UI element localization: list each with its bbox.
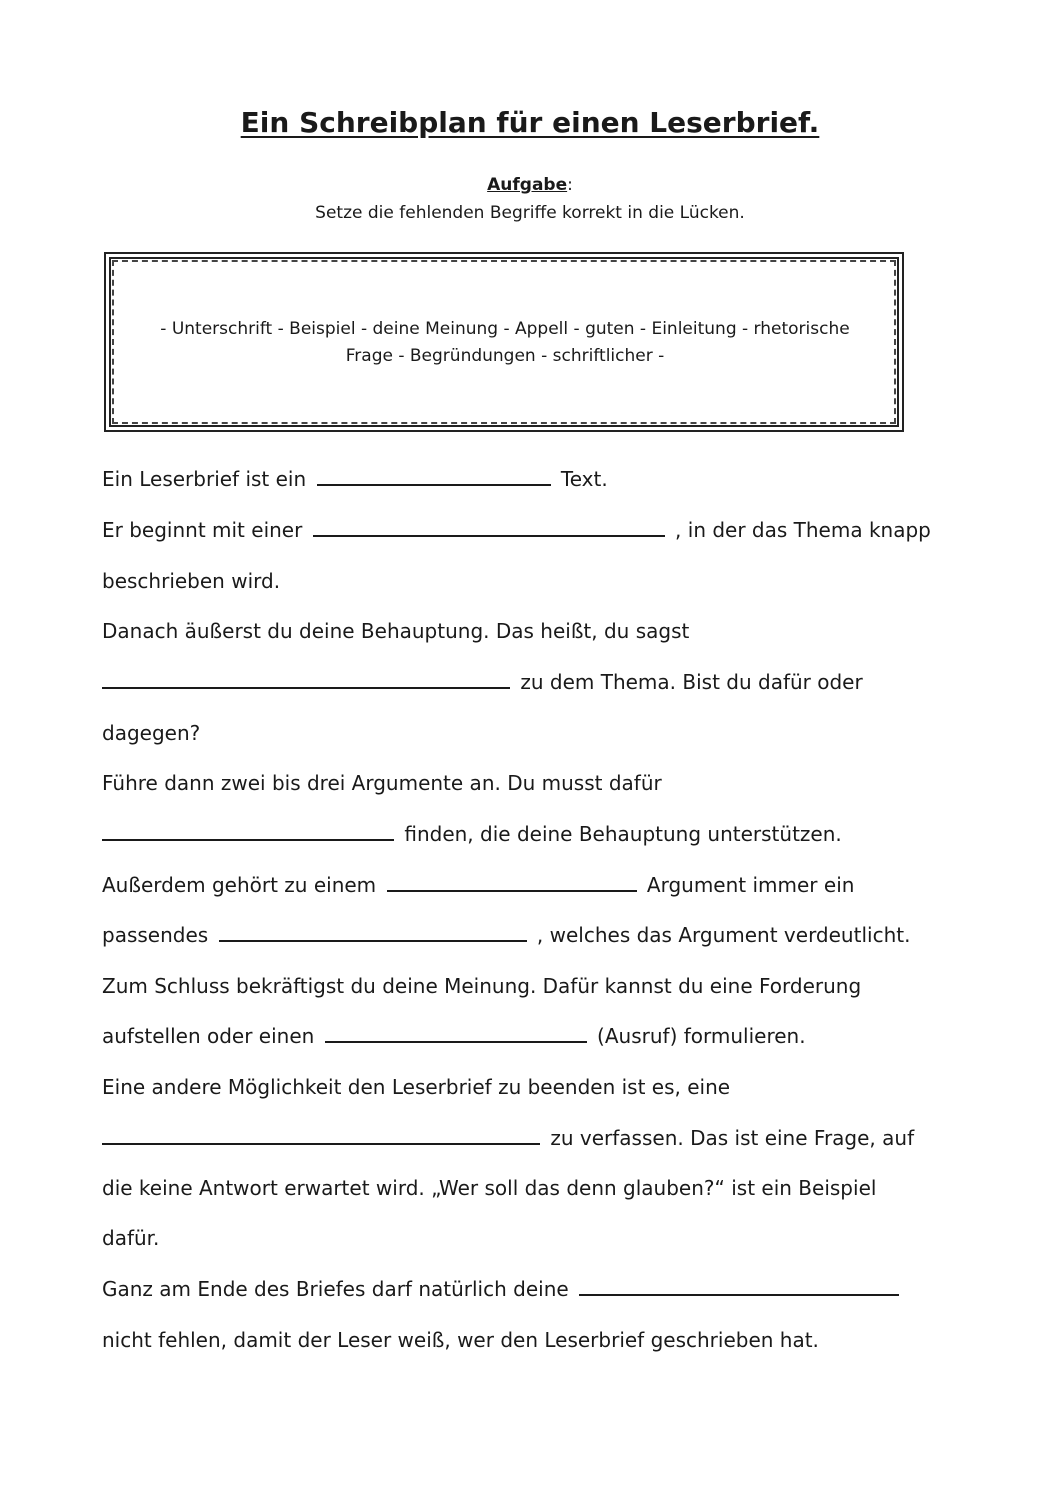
task-instruction: Setze die fehlenden Begriffe korrekt in die Lücken. <box>315 203 745 223</box>
text-line-16: dafür. <box>102 1226 160 1250</box>
text-line-2 <box>102 517 931 543</box>
word-bank <box>120 316 890 370</box>
text-segment: Er beginnt mit einer <box>102 518 303 542</box>
blank-1[interactable] <box>317 466 551 486</box>
text-line-7: Führe dann zwei bis drei Argumente an. Du musst dafür <box>102 771 662 795</box>
text-segment: aufstellen oder einen <box>102 1024 315 1048</box>
text-line-18: nicht fehlen, damit der Leser weiß, wer den Leserbrief geschrieben hat. <box>102 1328 819 1352</box>
text-line-12 <box>102 1023 806 1049</box>
text-segment: Text. <box>560 467 608 491</box>
text-line-5 <box>102 669 863 695</box>
text-segment: (Ausruf) formulieren. <box>597 1024 806 1048</box>
text-segment: Argument immer ein <box>646 873 855 897</box>
blank-8[interactable] <box>102 1125 540 1145</box>
blank-7[interactable] <box>325 1023 587 1043</box>
text-segment: Ganz am Ende des Briefes darf natürlich deine <box>102 1277 569 1301</box>
text-line-3: beschrieben wird. <box>102 569 281 593</box>
text-segment: Außerdem gehört zu einem <box>102 873 377 897</box>
text-line-6: dagegen? <box>102 721 201 745</box>
text-line-11: Zum Schluss bekräftigst du deine Meinung. Dafür kannst du eine Forderung <box>102 974 862 998</box>
text-line-14 <box>102 1125 914 1151</box>
text-segment: passendes <box>102 923 209 947</box>
task-colon: : <box>567 175 573 195</box>
blank-4[interactable] <box>102 821 394 841</box>
text-line-17 <box>102 1276 903 1302</box>
blank-3[interactable] <box>102 669 510 689</box>
text-segment: , in der das Thema knapp <box>675 518 931 542</box>
text-segment: zu verfassen. Das ist eine Frage, auf <box>550 1126 915 1150</box>
blank-2[interactable] <box>313 517 665 537</box>
text-line-4: Danach äußerst du deine Behauptung. Das heißt, du sagst <box>102 619 690 643</box>
task-label: Aufgabe <box>487 175 568 195</box>
word-bank-line-2: Frage - Begründungen - schriftlicher - <box>345 346 665 366</box>
text-line-15: die keine Antwort erwartet wird. „Wer soll das denn glauben?“ ist ein Beispiel <box>102 1176 877 1200</box>
page-title <box>0 106 1060 139</box>
text-line-9 <box>102 872 854 898</box>
text-line-1 <box>102 466 608 492</box>
text-segment: finden, die deine Behauptung unterstützen. <box>404 822 842 846</box>
blank-6[interactable] <box>219 922 527 942</box>
word-bank-line-1: - Unterschrift - Beispiel - deine Meinung - Appell - guten - Einleitung - rhetorische <box>160 319 850 339</box>
blank-5[interactable] <box>387 872 637 892</box>
text-segment: , welches das Argument verdeutlicht. <box>536 923 911 947</box>
text-line-10 <box>102 922 910 948</box>
text-segment: Ein Leserbrief ist ein <box>102 467 307 491</box>
blank-9[interactable] <box>579 1276 899 1296</box>
page-title-text: Ein Schreibplan für einen Leserbrief. <box>240 106 820 139</box>
task-heading <box>0 175 1060 195</box>
text-line-13: Eine andere Möglichkeit den Leserbrief zu beenden ist es, eine <box>102 1075 731 1099</box>
text-segment: zu dem Thema. Bist du dafür oder <box>520 670 863 694</box>
text-line-8 <box>102 821 842 847</box>
